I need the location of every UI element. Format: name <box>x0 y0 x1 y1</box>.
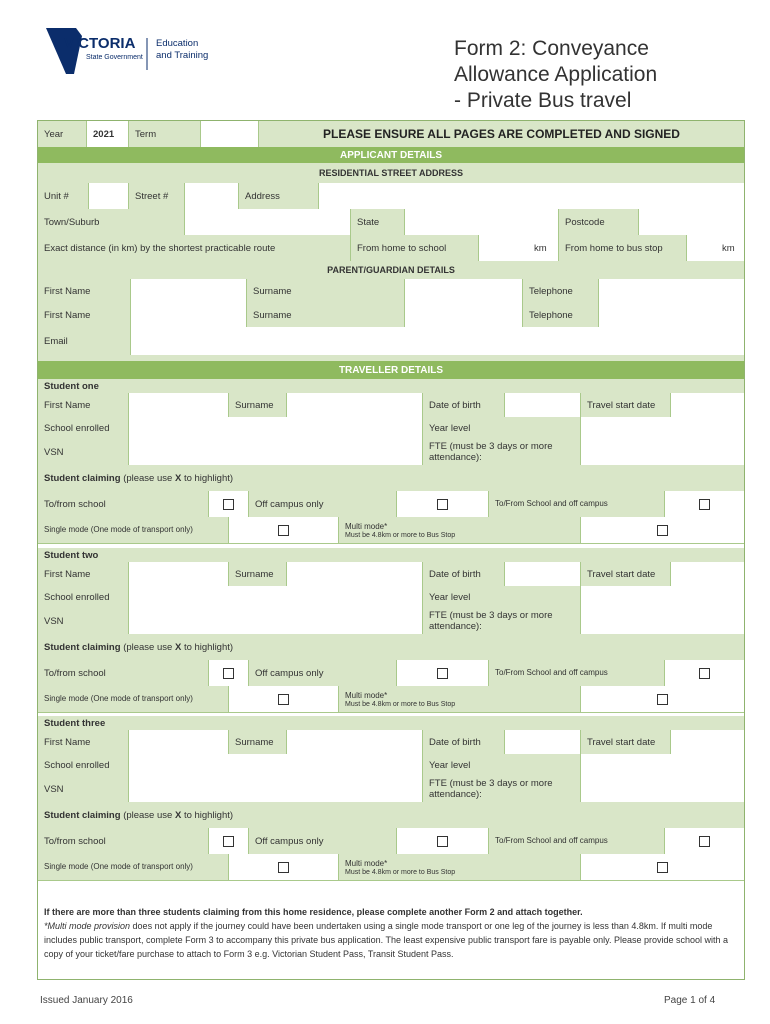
parent-surname-label-2: Surname <box>246 303 404 327</box>
multi-mode-checkbox[interactable] <box>657 694 668 705</box>
student-vsn-label: VSN <box>38 608 128 634</box>
parent-row-1 <box>38 279 744 304</box>
multi-mode-label: Multi mode* <box>345 858 388 868</box>
to-from-school-off-label: To/From School and off campus <box>488 491 664 517</box>
student-first-name-field[interactable] <box>128 730 228 754</box>
address-row <box>38 183 744 210</box>
student-row-options-2 <box>38 854 744 881</box>
km-unit-2: km <box>716 235 744 261</box>
multi-mode-note: Must be 4.8km or more to Bus Stop <box>345 700 456 708</box>
student-dob-label: Date of birth <box>422 730 504 754</box>
email-row <box>38 327 744 356</box>
student-dob-field[interactable] <box>504 562 580 586</box>
claiming-rest: (please use <box>123 641 173 653</box>
student-row-options-1 <box>38 660 744 687</box>
student-heading-row <box>38 379 744 394</box>
year-label: Year <box>38 121 86 147</box>
home-school-label: From home to school <box>350 235 478 261</box>
student-school-field[interactable] <box>128 586 422 608</box>
student-school-label: School enrolled <box>38 417 128 439</box>
student-travel-start-label: Travel start date <box>580 562 670 586</box>
state-label: State <box>350 209 404 235</box>
student-row-claiming <box>38 634 744 661</box>
off-campus-label: Off campus only <box>248 660 396 686</box>
student-surname-field[interactable] <box>286 730 422 754</box>
student-heading-row <box>38 716 744 731</box>
student-vsn-label: VSN <box>38 439 128 465</box>
to-from-school-off-checkbox-cell[interactable] <box>664 828 744 854</box>
postcode-label: Postcode <box>558 209 638 235</box>
claiming-x: X <box>174 472 182 484</box>
title-line-1: Form 2: Conveyance <box>454 37 649 60</box>
student-travel-start-field[interactable] <box>670 730 744 754</box>
notes-multi-rest: does not apply if the journey could have been undertaken using a single mode transport or one leg of the journey is less than 4.8km. If multi mode includes public transport, complete Form 3 to accompany this private bus application. The least expensive public transport fare is payable only. Please provide school with a copy of your ticket/fare purchase to attach to Form 3 e.g. Victorian Student Pass, Transit Student Pass. <box>44 921 729 959</box>
single-mode-checkbox[interactable] <box>278 862 289 873</box>
title-line-3: - Private Bus travel <box>454 89 632 112</box>
to-from-school-off-label: To/From School and off campus <box>488 828 664 854</box>
multi-mode-cell <box>338 517 580 543</box>
state-field[interactable] <box>404 209 558 235</box>
notes-bold-line: If there are more than three students claiming from this home residence, please complete another Form 2 and attach together. <box>44 907 583 917</box>
student-fte-label: FTE (must be 3 days or more attendance): <box>422 608 580 634</box>
off-campus-label: Off campus only <box>248 828 396 854</box>
student-row-options-1 <box>38 828 744 855</box>
applicant-section-header <box>38 147 744 164</box>
to-from-school-off-checkbox-cell[interactable] <box>664 660 744 686</box>
claiming-end: to highlight) <box>183 472 234 484</box>
student-row-options-2 <box>38 517 744 544</box>
student-school-field[interactable] <box>128 417 422 439</box>
street-field[interactable] <box>184 183 238 209</box>
student-year-level-label: Year level <box>422 754 580 776</box>
student-heading: Student two <box>38 548 744 562</box>
student-fte-field[interactable] <box>580 439 744 465</box>
to-from-school-label: To/from school <box>38 491 208 517</box>
logo-victoria-text: VICTORIA <box>64 35 136 52</box>
student-vsn-field[interactable] <box>128 608 422 634</box>
home-bus-label: From home to bus stop <box>558 235 686 261</box>
to-from-school-checkbox-cell[interactable] <box>208 828 248 854</box>
year-field[interactable]: 2021 <box>86 121 128 147</box>
notes-multi-italic: *Multi mode provision <box>44 921 131 931</box>
page-title <box>454 36 754 114</box>
parent-surname-field-1[interactable] <box>404 279 522 303</box>
claiming-bold: Student claiming <box>44 809 121 821</box>
multi-mode-checkbox-cell[interactable] <box>580 517 744 543</box>
residential-header <box>38 163 744 184</box>
student-fte-field[interactable] <box>580 776 744 802</box>
parent-first-name-label-1: First Name <box>38 279 130 303</box>
distance-row <box>38 235 744 262</box>
student-fte-field[interactable] <box>580 608 744 634</box>
traveller-title: TRAVELLER DETAILS <box>38 361 744 379</box>
student-travel-start-field[interactable] <box>670 393 744 417</box>
student-first-name-label: First Name <box>38 730 128 754</box>
parent-surname-field-2[interactable] <box>404 303 522 327</box>
to-from-school-checkbox[interactable] <box>223 668 234 679</box>
student-travel-start-label: Travel start date <box>580 393 670 417</box>
single-mode-checkbox-cell[interactable] <box>228 517 338 543</box>
term-label: Term <box>128 121 200 147</box>
student-block-3 <box>38 716 744 880</box>
student-row-name <box>38 562 744 587</box>
student-school-field[interactable] <box>128 754 422 776</box>
victoria-map-icon <box>46 24 226 76</box>
km-unit-1: km <box>528 235 558 261</box>
student-year-level-field[interactable] <box>580 417 744 439</box>
student-surname-label: Surname <box>228 730 286 754</box>
term-field[interactable] <box>200 121 258 147</box>
multi-mode-label: Multi mode* <box>345 521 388 531</box>
single-mode-checkbox[interactable] <box>278 525 289 536</box>
parent-first-name-field-1[interactable] <box>130 279 246 303</box>
notice-text: PLEASE ENSURE ALL PAGES ARE COMPLETED AND SIGNED <box>258 121 744 147</box>
off-campus-checkbox-cell[interactable] <box>396 660 488 686</box>
student-fte-label: FTE (must be 3 days or more attendance): <box>422 439 580 465</box>
town-row <box>38 209 744 236</box>
single-mode-checkbox-cell[interactable] <box>228 686 338 712</box>
student-row-options-1 <box>38 491 744 518</box>
to-from-school-off-label: To/From School and off campus <box>488 660 664 686</box>
student-heading: Student three <box>38 716 744 730</box>
student-year-level-label: Year level <box>422 586 580 608</box>
student-row-claiming <box>38 802 744 829</box>
to-from-school-off-checkbox[interactable] <box>699 836 710 847</box>
parent-section-header <box>38 261 744 280</box>
unit-label: Unit # <box>38 183 88 209</box>
applicant-title: APPLICANT DETAILS <box>38 147 744 163</box>
student-row-claiming <box>38 465 744 492</box>
off-campus-checkbox[interactable] <box>437 668 448 679</box>
multi-mode-cell <box>338 686 580 712</box>
student-claiming-text <box>38 634 744 660</box>
student-claiming-text <box>38 802 744 828</box>
claiming-rest: (please use <box>123 472 173 484</box>
home-school-km-field[interactable] <box>478 235 528 261</box>
student-row-school <box>38 754 744 777</box>
single-mode-label: Single mode (One mode of transport only) <box>38 686 228 712</box>
student-school-label: School enrolled <box>38 754 128 776</box>
parent-surname-label-1: Surname <box>246 279 404 303</box>
student-row-vsn <box>38 608 744 635</box>
title-line-2: Allowance Application <box>454 63 658 86</box>
student-first-name-label: First Name <box>38 393 128 417</box>
student-block-1 <box>38 379 744 543</box>
claiming-x: X <box>174 809 182 821</box>
student-travel-start-label: Travel start date <box>580 730 670 754</box>
student-year-level-label: Year level <box>422 417 580 439</box>
parent-telephone-field-2[interactable] <box>598 303 744 327</box>
student-dob-field[interactable] <box>504 393 580 417</box>
student-first-name-field[interactable] <box>128 562 228 586</box>
parent-row-2 <box>38 303 744 328</box>
off-campus-checkbox-cell[interactable] <box>396 828 488 854</box>
multi-mode-note: Must be 4.8km or more to Bus Stop <box>345 531 456 539</box>
to-from-school-label: To/from school <box>38 660 208 686</box>
claiming-bold: Student claiming <box>44 641 121 653</box>
student-row-options-2 <box>38 686 744 713</box>
residential-title: RESIDENTIAL STREET ADDRESS <box>38 163 744 183</box>
student-surname-label: Surname <box>228 562 286 586</box>
student-first-name-label: First Name <box>38 562 128 586</box>
student-row-school <box>38 586 744 609</box>
student-school-label: School enrolled <box>38 586 128 608</box>
multi-mode-cell <box>338 854 580 880</box>
single-mode-label: Single mode (One mode of transport only) <box>38 854 228 880</box>
address-field[interactable] <box>318 183 744 209</box>
town-label: Town/Suburb <box>38 209 184 235</box>
claiming-end: to highlight) <box>183 809 234 821</box>
student-surname-label: Surname <box>228 393 286 417</box>
logo-dept-line1: Education <box>156 38 199 49</box>
footer-issued: Issued January 2016 <box>40 995 133 1006</box>
to-from-school-off-checkbox[interactable] <box>699 668 710 679</box>
unit-field[interactable] <box>88 183 128 209</box>
parent-telephone-field-1[interactable] <box>598 279 744 303</box>
parent-first-name-field-2[interactable] <box>130 303 246 327</box>
email-field[interactable] <box>130 327 744 355</box>
multi-mode-note: Must be 4.8km or more to Bus Stop <box>345 868 456 876</box>
claiming-bold: Student claiming <box>44 472 121 484</box>
student-travel-start-field[interactable] <box>670 562 744 586</box>
claiming-end: to highlight) <box>183 641 234 653</box>
traveller-section-header <box>38 361 744 380</box>
student-row-school <box>38 417 744 440</box>
town-field[interactable] <box>184 209 350 235</box>
off-campus-label: Off campus only <box>248 491 396 517</box>
multi-mode-checkbox-cell[interactable] <box>580 686 744 712</box>
student-vsn-field[interactable] <box>128 439 422 465</box>
to-from-school-checkbox[interactable] <box>223 836 234 847</box>
student-surname-field[interactable] <box>286 562 422 586</box>
student-year-level-field[interactable] <box>580 586 744 608</box>
logo-dept-line2: and Training <box>156 50 209 61</box>
student-row-vsn <box>38 439 744 466</box>
multi-mode-checkbox[interactable] <box>657 525 668 536</box>
student-vsn-label: VSN <box>38 776 128 802</box>
to-from-school-checkbox-cell[interactable] <box>208 660 248 686</box>
multi-mode-checkbox[interactable] <box>657 862 668 873</box>
claiming-x: X <box>174 641 182 653</box>
multi-mode-label: Multi mode* <box>345 690 388 700</box>
student-fte-label: FTE (must be 3 days or more attendance): <box>422 776 580 802</box>
address-label: Address <box>238 183 318 209</box>
parent-telephone-label-1: Telephone <box>522 279 598 303</box>
student-block-2 <box>38 548 744 712</box>
form-frame <box>37 120 745 980</box>
student-dob-label: Date of birth <box>422 562 504 586</box>
parent-telephone-label-2: Telephone <box>522 303 598 327</box>
off-campus-checkbox[interactable] <box>437 499 448 510</box>
student-row-name <box>38 730 744 755</box>
notes-multi-mode <box>44 919 734 961</box>
to-from-school-off-checkbox-cell[interactable] <box>664 491 744 517</box>
year-term-row <box>38 121 744 148</box>
home-bus-km-field[interactable] <box>686 235 716 261</box>
student-year-level-field[interactable] <box>580 754 744 776</box>
student-heading-row <box>38 548 744 563</box>
student-row-vsn <box>38 776 744 803</box>
logo-state-government: State Government <box>86 54 143 61</box>
student-first-name-field[interactable] <box>128 393 228 417</box>
victoria-logo <box>46 24 226 76</box>
student-heading: Student one <box>38 379 744 393</box>
student-claiming-text <box>38 465 744 491</box>
to-from-school-checkbox-cell[interactable] <box>208 491 248 517</box>
student-vsn-field[interactable] <box>128 776 422 802</box>
to-from-school-off-checkbox[interactable] <box>699 499 710 510</box>
single-mode-checkbox[interactable] <box>278 694 289 705</box>
postcode-field[interactable] <box>638 209 744 235</box>
student-surname-field[interactable] <box>286 393 422 417</box>
footer-page: Page 1 of 4 <box>664 995 716 1006</box>
street-label: Street # <box>128 183 184 209</box>
single-mode-label: Single mode (One mode of transport only) <box>38 517 228 543</box>
multi-mode-checkbox-cell[interactable] <box>580 854 744 880</box>
off-campus-checkbox-cell[interactable] <box>396 491 488 517</box>
to-from-school-checkbox[interactable] <box>223 499 234 510</box>
student-row-name <box>38 393 744 418</box>
student-dob-field[interactable] <box>504 730 580 754</box>
single-mode-checkbox-cell[interactable] <box>228 854 338 880</box>
claiming-rest: (please use <box>123 809 173 821</box>
parent-title: PARENT/GUARDIAN DETAILS <box>38 261 744 279</box>
distance-label: Exact distance (in km) by the shortest practicable route <box>38 235 350 261</box>
to-from-school-label: To/from school <box>38 828 208 854</box>
off-campus-checkbox[interactable] <box>437 836 448 847</box>
student-dob-label: Date of birth <box>422 393 504 417</box>
parent-first-name-label-2: First Name <box>38 303 130 327</box>
email-label: Email <box>38 327 130 355</box>
